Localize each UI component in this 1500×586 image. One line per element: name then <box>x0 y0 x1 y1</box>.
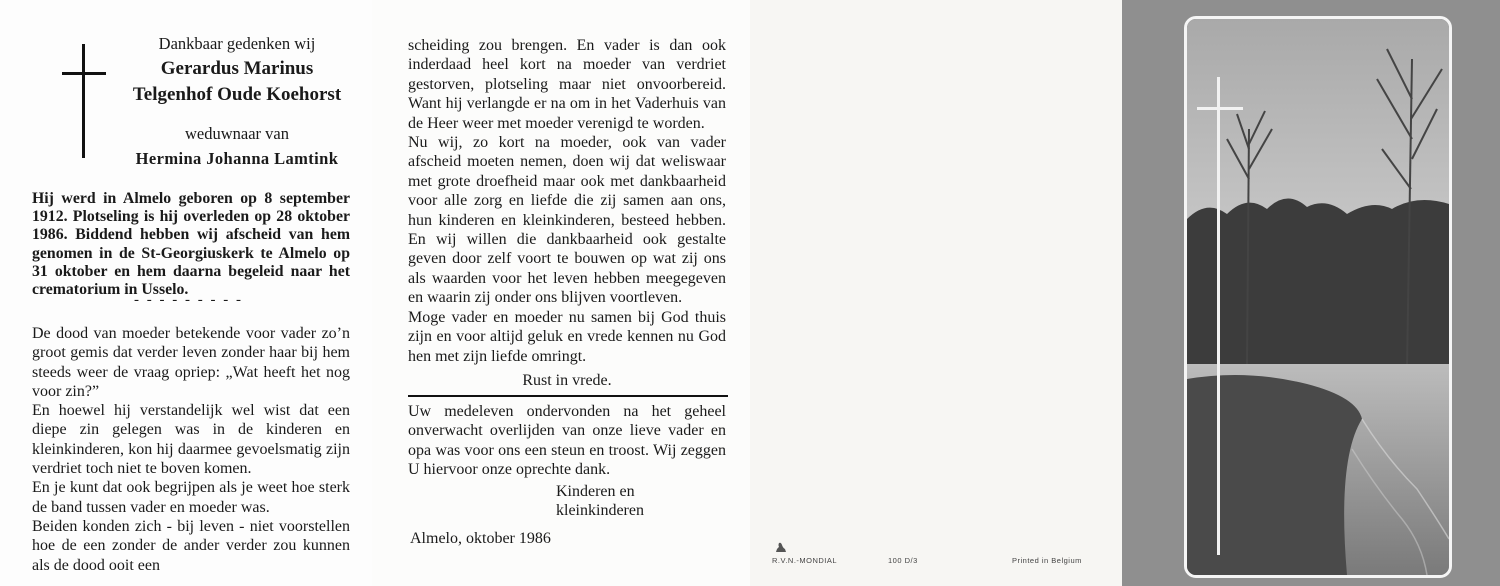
paragraph: En hoewel hij verstandelijk wel wist dat een diepe zin gelegen was in de kinderen en kleinkinderen, kon hij daarmee gevoelsmatig zijn verdriet toch niet te boven komen. <box>32 402 350 478</box>
memorial-text-left <box>32 324 350 575</box>
publisher-name: R.V.N.-MONDIAL <box>772 556 838 565</box>
spouse-name: Hermina Johanna Lamtink <box>135 149 339 168</box>
print-code: 100 D/3 <box>888 556 918 565</box>
biography-paragraph: Hij werd in Almelo geboren op 8 september 1912. Plotseling is hij overleden op 28 oktober 1986. Biddend hebben wij afscheid van hem genomen in de St-Georgiuskerk te Almelo op 31 oktober en hem daarna begeleid naar het crematorium in Usselo. <box>32 190 350 299</box>
paragraph: Beiden konden zich - bij leven - niet voorstellen hoe de een zonder de ander verder zou kunnen als de dood ooit een <box>32 517 350 574</box>
publisher-logo-icon <box>774 540 788 554</box>
separator-dashes: - - - - - - - - - <box>134 292 243 308</box>
paragraph: Moge vader en moeder nu samen bij God thuis zijn en voor altijd geluk en vrede kennen nu God hen met zijn liefde omringt. <box>408 308 726 365</box>
memorial-photo <box>1184 16 1452 578</box>
signoff <box>556 482 644 521</box>
paragraph: De dood van moeder betekende voor vader zo’n groot gemis dat verder leven zonder haar bij hem steeds weer de vraag opriep: „Wat heeft het nog voor zin?” <box>32 325 350 400</box>
signoff-line: Kinderen en <box>556 483 635 500</box>
printed-in: Printed in Belgium <box>1012 556 1082 565</box>
paragraph: En je kunt dat ook begrijpen als je weet hoe sterk de band tussen vader en moeder was. <box>32 479 350 516</box>
paragraph: scheiding zou brengen. En vader is dan ook inderdaad heel kort na moeder van verdriet gestorven, plotseling maar niet onvoorbereid. Want hij verlangde er na om in het Vaderhuis van de Heer weer met moeder verenigd te worden. <box>408 37 726 132</box>
deceased-name-line1: Gerardus Marinus <box>160 58 314 79</box>
signoff-line: kleinkinderen <box>556 502 644 520</box>
paragraph: Nu wij, zo kort na moeder, ook van vader afscheid moeten nemen, doen wij dat weliswaar met grote droefheid maar ook met dankbaarheid voor alle zorg en liefde die zij samen aan ons, hun kinderen en kleinkinderen, besteed hebben. En wij willen die dankbaarheid ook gestalte geven door zelf voort te bouwen op wat zij ons als waarden voor het leven hebben meegegeven en waarin zij onder ons blijven voortleven. <box>408 134 726 307</box>
back-page <box>750 0 1122 586</box>
memorial-text-middle <box>408 36 726 366</box>
thanks-paragraph: Uw medeleven ondervonden na het geheel onverwacht overlijden van onze lieve vader en opa was voor ons een steun en troost. Wij zeggen U hiervoor onze oprechte dank. <box>408 403 726 479</box>
intro-line: Dankbaar gedenken wij <box>158 34 316 53</box>
cross-icon <box>82 44 85 158</box>
cross-icon-bar <box>62 72 106 75</box>
flooded-park-trees-photo <box>1187 19 1449 575</box>
left-page <box>0 0 372 586</box>
middle-page <box>372 0 750 586</box>
divider-rule <box>408 395 728 397</box>
rest-in-peace: Rust in vrede. <box>522 372 612 389</box>
widower-of-label: weduwnaar van <box>185 124 289 143</box>
front-page <box>1122 0 1500 586</box>
deceased-name-line2: Telgenhof Oude Koehorst <box>132 84 342 105</box>
place-date: Almelo, oktober 1986 <box>410 530 551 547</box>
